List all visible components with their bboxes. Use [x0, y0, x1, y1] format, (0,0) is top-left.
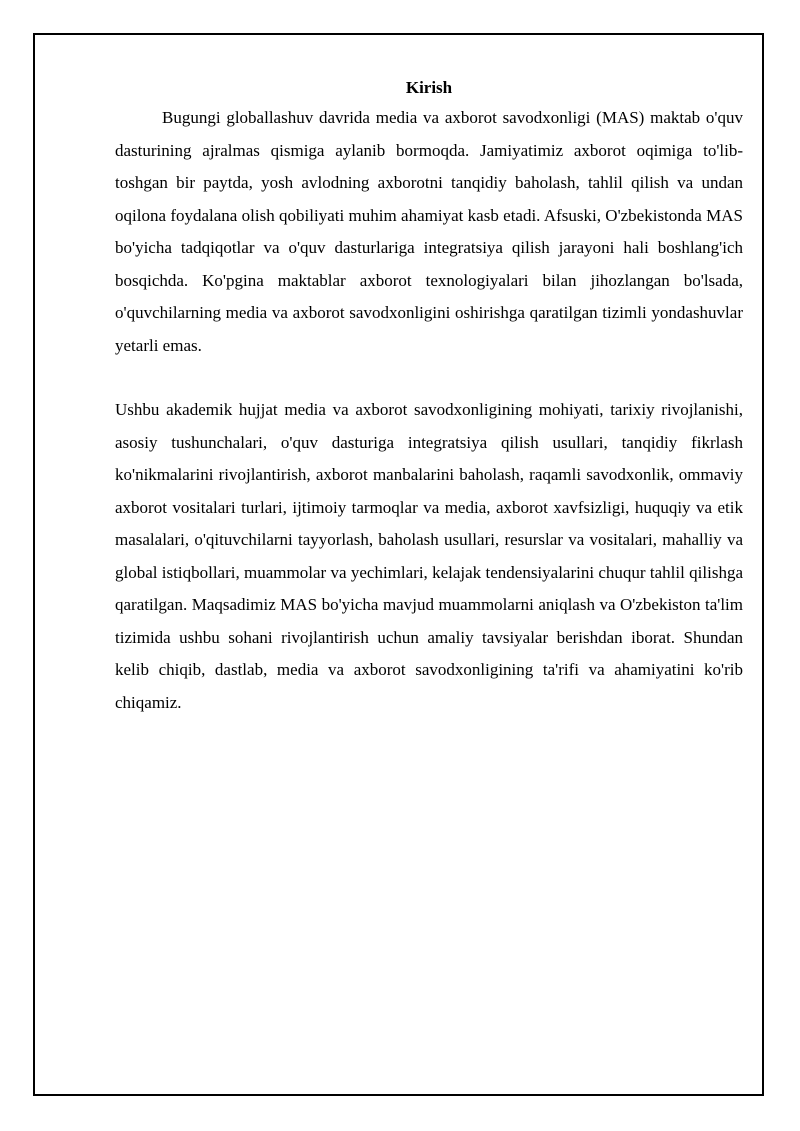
- paragraph-gap: [115, 362, 743, 394]
- document-body: [115, 76, 743, 719]
- paragraph-scope: Ushbu akademik hujjat media va axborot savodxonligining mohiyati, tarixiy rivojlanishi, asosiy tushunchalari, o'quv dasturiga integratsiya qilish usullari, tanqidiy fikrlash ko'nikmalarini rivojlantirish, axborot manbalarini baholash, raqamli savodxonlik, ommaviy axborot vositalari turlari, ijtimoiy tarmoqlar va media, axborot xavfsizligi, huquqiy va etik masalalari, o'qituvchilarni tayyorlash, baholash usullari, resurslar va vositalari, mahalliy va global istiqbollari, muammolar va yechimlari, kelajak tendensiyalarini chuqur tahlil qilishga qaratilgan. Maqsadimiz MAS bo'yicha mavjud muammolarni aniqlash va O'zbekiston ta'lim tizimida ushbu sohani rivojlantirish uchun amaliy tavsiyalar berishdan iborat. Shundan kelib chiqib, dastlab, media va axborot savodxonligining ta'rifi va ahamiyatini ko'rib chiqamiz.: [115, 400, 743, 712]
- document-title: Kirish: [405, 78, 453, 97]
- paragraph-intro: Bugungi globallashuv davrida media va axborot savodxonligi (MAS) maktab o'quv dasturining ajralmas qismiga aylanib bormoqda. Jamiyatimiz axborot oqimiga to'lib-toshgan bir paytda, yosh avlodning axborotni tanqidiy baholash, tahlil qilish va undan oqilona foydalana olish qobiliyati muhim ahamiyat kasb etadi. Afsuski, O'zbekistonda MAS bo'yicha tadqiqotlar va o'quv dasturlariga integratsiya qilish jarayoni hali boshlang'ich bosqichda. Ko'pgina maktablar axborot texnologiyalari bilan jihozlangan bo'lsada, o'quvchilarning media va axborot savodxonligini oshirishga qaratilgan tizimli yondashuvlar yetarli emas.: [115, 108, 743, 355]
